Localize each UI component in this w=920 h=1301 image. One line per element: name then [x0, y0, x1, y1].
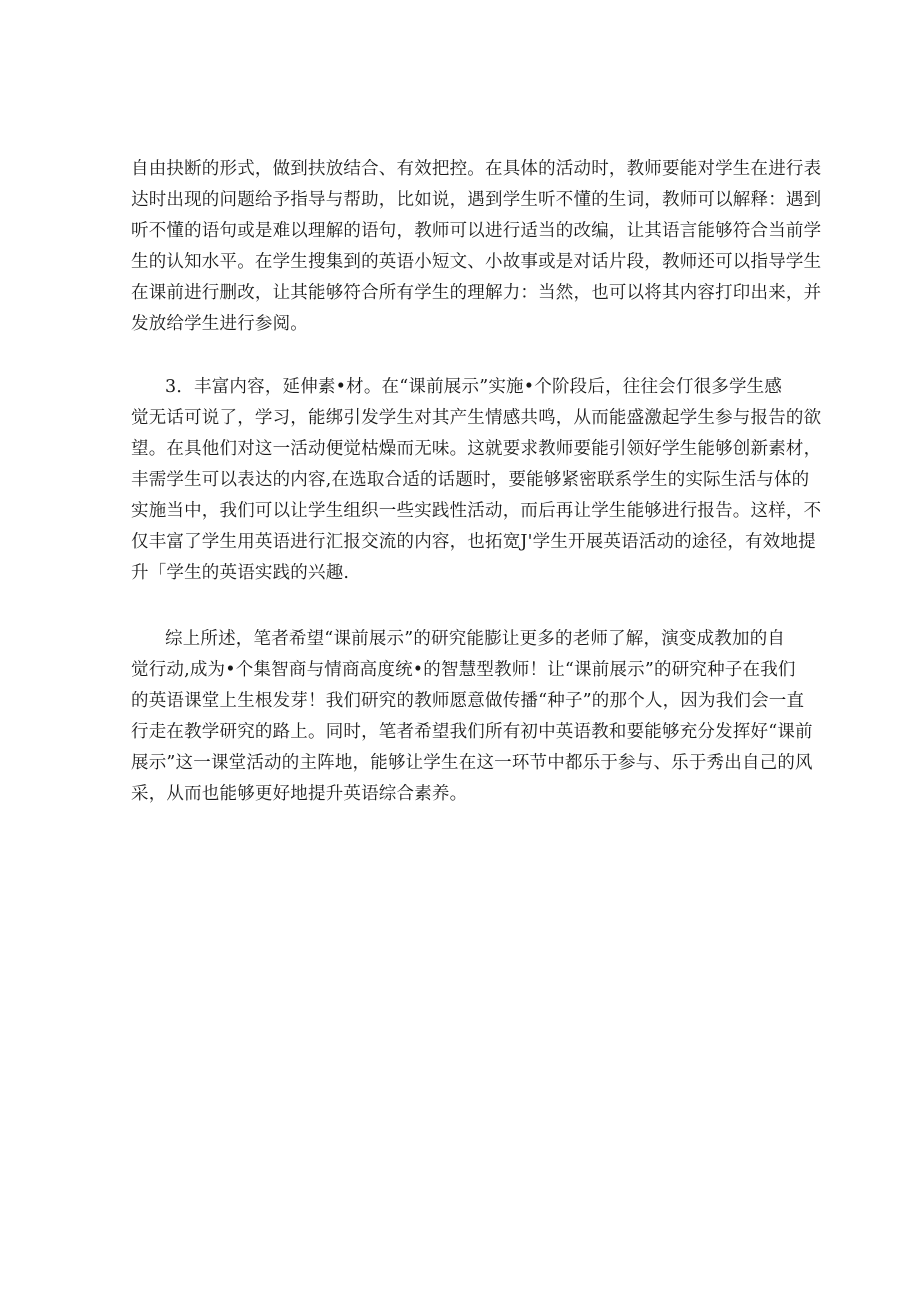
text-line: 生的认知水平。在学生搜集到的英语小短文、小故事或是对话片段，教师还可以指导学生: [131, 252, 822, 272]
text-line: 升「学生的英语实践的兴趣.: [131, 563, 350, 583]
text-line: 达时出现的问题给予指导与帮助，比如说，遇到学生听不懂的生词，教师可以解释：遇到: [131, 190, 822, 210]
paragraph-enrich-content: [131, 372, 822, 589]
paragraph-conclusion: [131, 624, 813, 810]
text-line: 在课前进行删改，让其能够符合所有学生的理解力：当然，也可以将其内容打印出来，并: [131, 283, 822, 303]
text-line: 3．丰富内容，延伸素•材。在“课前展示”实施•个阶段后，往往会仃很多学生感: [165, 377, 783, 397]
text-line: 仅丰富了学生用英语进行汇报交流的内容，也拓宽J'学生开展英语活动的途径，有效地提: [131, 532, 816, 552]
text-line: 听不懂的语句或是难以理解的语句，教师可以进行适当的改编，让其语言能够符合当前学: [131, 221, 822, 241]
text-line: 丰需学生可以表达的内容,在选取合适的话题时，要能够紧密联系学生的实际生活与体的: [131, 470, 810, 490]
text-line: 展示”这一课堂活动的主阵地，能够让学生在这一环节中都乐于参与、乐于秀出自己的风: [131, 753, 813, 773]
text-line: 望。在具他们对这一活动便觉枯燥而无味。这就要求教师要能引领好学生能够创新素材，: [131, 439, 822, 459]
paragraph-activity-guidance: [131, 154, 822, 340]
text-line: 发放给学生进行参阅。: [131, 314, 308, 334]
text-line: 实施当中，我们可以让学生组织一些实践性活动，而后再让学生能够进行报告。这样，不: [131, 501, 822, 521]
text-line: 自由抉断的形式，做到扶放结合、有效把控。在具体的活动时，教师要能对学生在进行表: [131, 159, 822, 179]
text-line: 的英语课堂上生根发芽！我们研究的教师愿意做传播“种子”的那个人，因为我们会一直: [131, 691, 805, 711]
text-line: 觉无话可说了，学习，能绑引发学生对其产生情感共鸣，从而能盛激起学生参与报告的欲: [131, 408, 822, 428]
text-line: 综上所述，笔者希望“课前展示”的研究能膨让更多的老师了解，演变成教加的自: [165, 629, 786, 649]
text-line: 觉行动,成为•个集智商与情商高度统•的智慧型教师！让“课前展示”的研究种子在我们: [131, 660, 796, 680]
text-line: 采，从而也能够更好地提升英语综合素养。: [131, 784, 468, 804]
text-line: 行走在教学研究的路上。同时，笔者希望我们所有初中英语教和要能够充分发挥好“课前: [131, 722, 813, 742]
